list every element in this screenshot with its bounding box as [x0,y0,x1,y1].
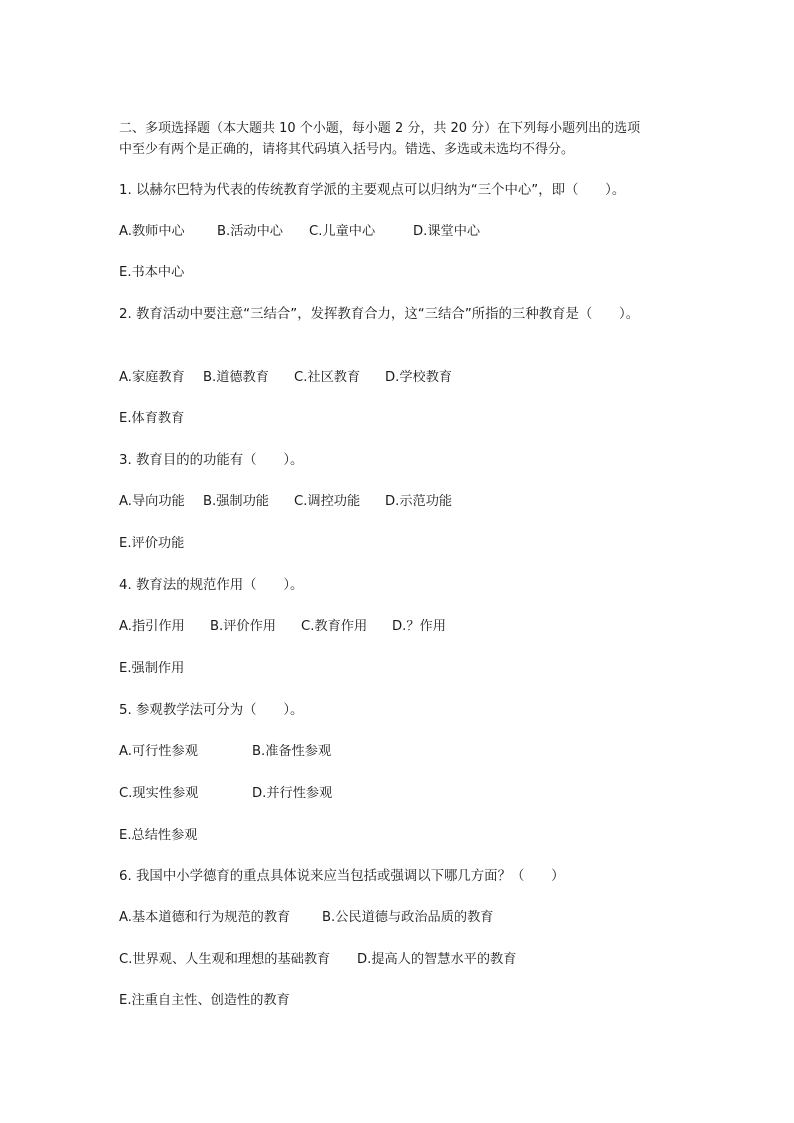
question-2-option-b: B.道德教育 [203,370,269,385]
question-2-option-e: E.体育教育 [119,411,185,426]
question-2-option-d: D.学校教育 [385,370,453,385]
question-3-option-e: E.评价功能 [119,536,185,551]
question-6-option-e: E.注重自主性、创造性的教育 [119,993,290,1008]
question-5-stem: 5. 参观教学法可分为（ ）。 [119,703,304,718]
question-5-option-c: C.现实性参观 [119,786,199,801]
question-4-option-e: E.强制作用 [119,661,185,676]
question-2-option-a: A.家庭教育 [119,370,185,385]
section-intro-line-1: 二、多项选择题（本大题共 10 个小题，每小题 2 分，共 20 分）在下列每小题列出的选项 [119,121,641,136]
question-5-option-a: A.可行性参观 [119,744,198,759]
question-1-stem: 1. 以赫尔巴特为代表的传统教育学派的主要观点可以归纳为“三个中心”，即（ ）。 [119,183,626,198]
question-3-option-b: B.强制功能 [203,494,269,509]
question-4-option-c: C.教育作用 [301,619,368,634]
question-1-option-d: D.课堂中心 [413,224,481,239]
question-3-option-a: A.导向功能 [119,494,185,509]
section-intro-line-2: 中至少有两个是正确的，请将其代码填入括号内。错选、多选或未选均不得分。 [119,142,575,157]
question-4-option-a: A.指引作用 [119,619,185,634]
question-4-stem: 4. 教育法的规范作用（ ）。 [119,578,304,593]
question-1-option-b: B.活动中心 [217,224,283,239]
question-5-option-b: B.准备性参观 [252,744,332,759]
question-6-option-b: B.公民道德与政治品质的教育 [322,910,494,925]
question-3-option-d: D.示范功能 [385,494,453,509]
question-3-option-c: C.调控功能 [294,494,361,509]
question-1-option-c: C.儿童中心 [309,224,376,239]
question-1-option-e: E.书本中心 [119,265,185,280]
question-4-option-d: D.？作用 [392,619,446,634]
question-3-stem: 3. 教育目的的功能有（ ）。 [119,453,304,468]
question-4-option-b: B.评价作用 [210,619,276,634]
question-6-option-a: A.基本道德和行为规范的教育 [119,910,291,925]
question-2-option-c: C.社区教育 [294,370,361,385]
question-6-option-c: C.世界观、人生观和理想的基础教育 [119,952,331,967]
question-1-option-a: A.教师中心 [119,224,185,239]
question-5-option-d: D.并行性参观 [252,786,333,801]
question-2-stem: 2. 教育活动中要注意“三结合”，发挥教育合力，这“三结合”所指的三种教育是（ ）。 [119,307,640,322]
question-5-option-e: E.总结性参观 [119,828,198,843]
question-6-stem: 6. 我国中小学德育的重点具体说来应当包括或强调以下哪几方面？（ ） [119,869,565,884]
question-6-option-d: D.提高人的智慧水平的教育 [357,952,517,967]
